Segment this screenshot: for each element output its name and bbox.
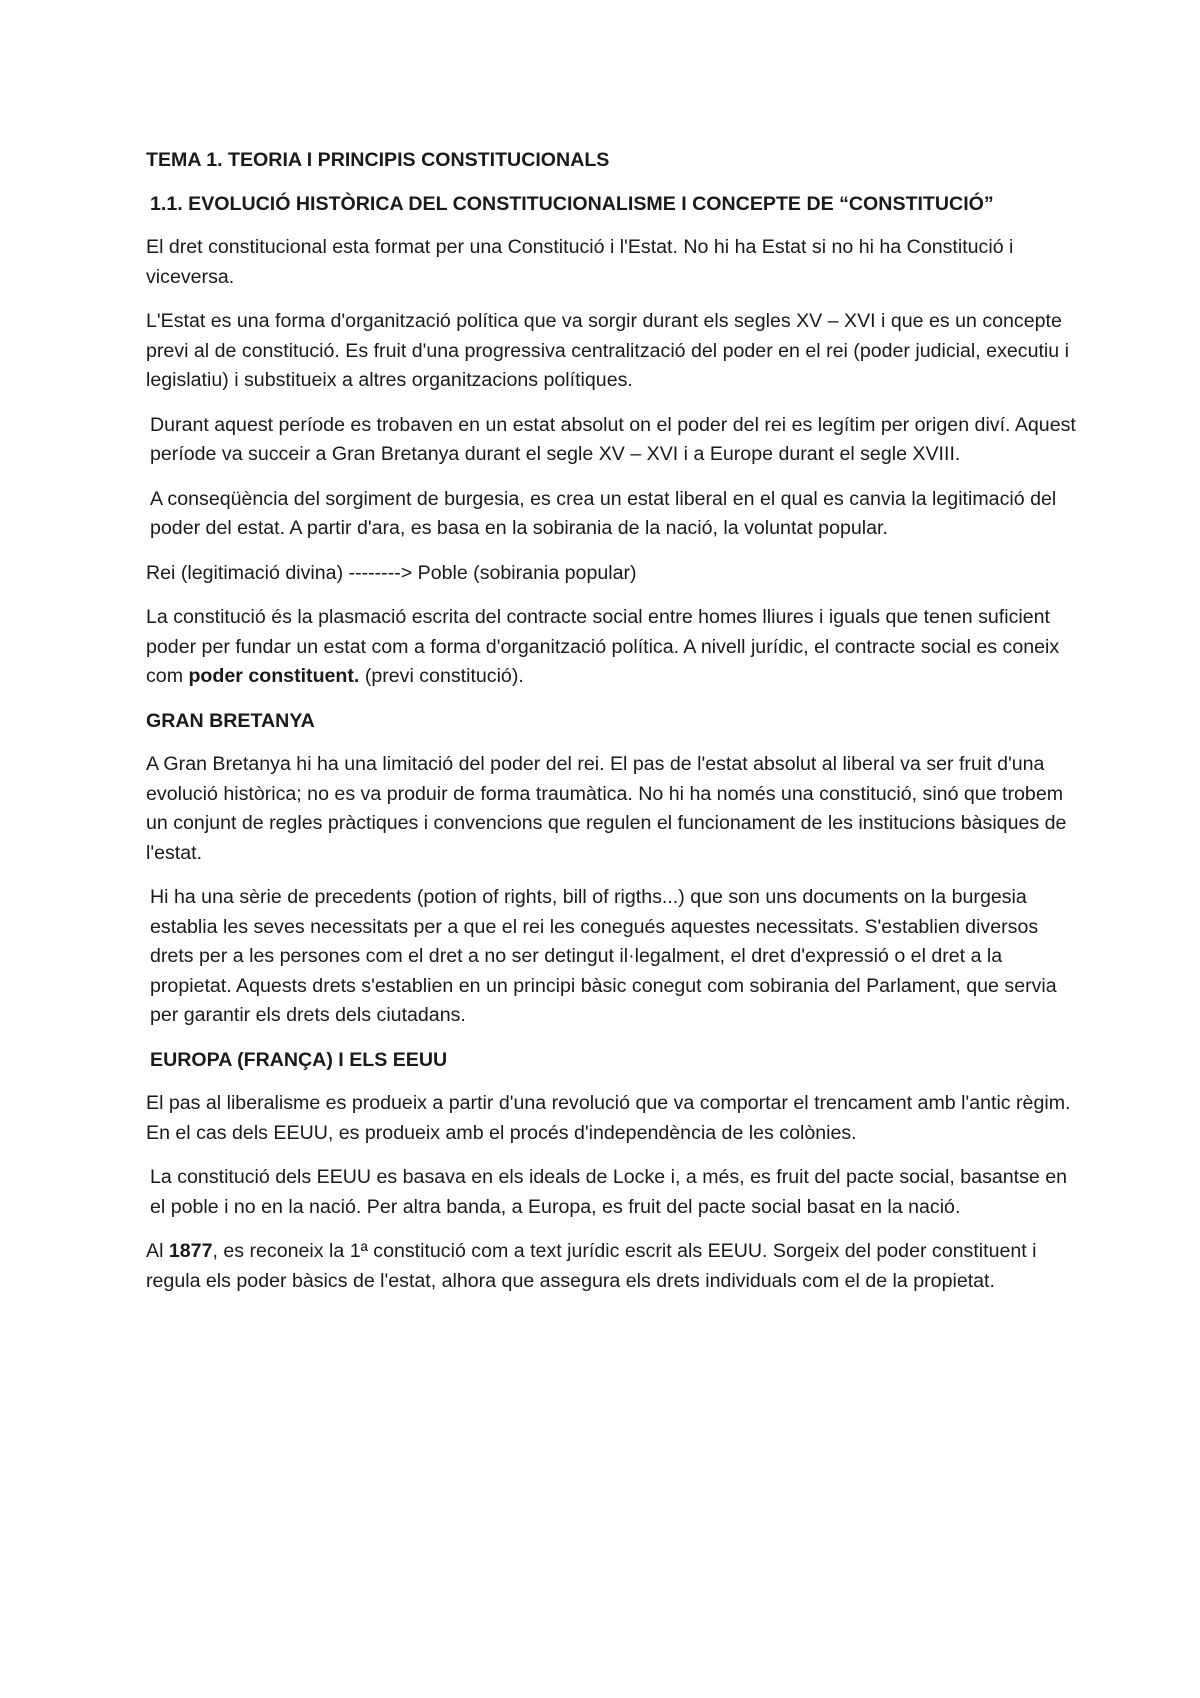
europa-eeuu-heading: EUROPA (FRANÇA) I ELS EEUU — [150, 1048, 448, 1071]
gb-paragraph-2: Hi ha una sèrie de precedents (potion of rights, bill of rigths...) que son uns documents on la burgesia establia les seves necessitats per a que el rei les conegués aquestes necessitats. S'establien diversos drets per a les persones com el dret a no ser detingut il·legalment, el dret d'expressió o el dret a la propietat. Aquests drets s'establien en un principi bàsic conegut com sobirania del Parlament, que servia per garantir els drets dels ciutadans. — [150, 886, 1057, 1026]
eu-paragraph-3 — [146, 1237, 1080, 1296]
eu-paragraph-1: El pas al liberalisme es produeix a partir d'una revolució que va comportar el trencament amb l'antic règim. En el cas dels EEUU, es produeix amb el procés d'independència de les colònies. — [146, 1092, 1071, 1144]
paragraph-1: El dret constitucional esta format per una Constitució i l'Estat. No hi ha Estat si no hi ha Constitució i viceversa. — [146, 236, 1014, 288]
eu-paragraph-3-tail: , es reconeix la 1ª constitució com a text jurídic escrit als EEUU. Sorgeix del poder constituent i regula els poder bàsics de l'estat, alhora que assegura els drets individuals com el de la propietat. — [146, 1240, 1037, 1292]
gb-paragraph-1: A Gran Bretanya hi ha una limitació del poder del rei. El pas de l'estat absolut al liberal va ser fruit d'una evolució històrica; no es va produir de forma traumàtica. No hi ha només una constitució, sinó que trobem un conjunt de regles pràctiques i convencions que regulen el funcionament de les institucions bàsiques de l'estat. — [146, 753, 1067, 864]
paragraph-6-text: La constitució és la plasmació escrita del contracte social entre homes lliures i iguals que tenen suficient poder per fundar un estat com a forma d'organització política. A nivell jurídic, el contracte social es coneix com — [146, 606, 1060, 687]
paragraph-6 — [146, 603, 1080, 692]
paragraph-6-tail: (previ constitució). — [359, 665, 524, 687]
poder-constituent-term: poder constituent. — [188, 665, 360, 687]
paragraph-4: A conseqüència del sorgiment de burgesia, es crea un estat liberal en el qual es canvia la legitimació del poder del estat. A partir d'ara, es basa en la sobirania de la nació, la voluntat popular. — [150, 487, 1057, 539]
document-title: TEMA 1. TEORIA I PRINCIPIS CONSTITUCIONALS — [146, 149, 610, 171]
paragraph-2: L'Estat es una forma d'organització política que va sorgir durant els segles XV – XVI i que es un concepte previ al de constitució. Es fruit d'una progressiva centralització del poder en el rei (poder judicial, executiu i legislatiu) i substitueix a altres organitzacions polítiques. — [146, 310, 1069, 391]
gran-bretanya-heading: GRAN BRETANYA — [146, 709, 315, 732]
paragraph-5: Rei (legitimació divina) --------> Poble (sobirania popular) — [146, 561, 637, 584]
year-1877: 1877 — [168, 1240, 213, 1262]
eu-paragraph-2: La constitució dels EEUU es basava en els ideals de Locke i, a més, es fruit del pacte social, basantse en el poble i no en la nació. Per altra banda, a Europa, es fruit del pacte social basat en la nació. — [150, 1166, 1068, 1218]
section-heading: 1.1. EVOLUCIÓ HISTÒRICA DEL CONSTITUCIONALISME I CONCEPTE DE “CONSTITUCIÓ” — [150, 192, 994, 215]
paragraph-3: Durant aquest període es trobaven en un estat absolut on el poder del rei es legítim per origen diví. Aquest període va succeir a Gran Bretanya durant el segle XV – XVI i a Europe durant el segle XVIII. — [150, 413, 1076, 465]
eu-paragraph-3-text: Al — [146, 1240, 169, 1262]
